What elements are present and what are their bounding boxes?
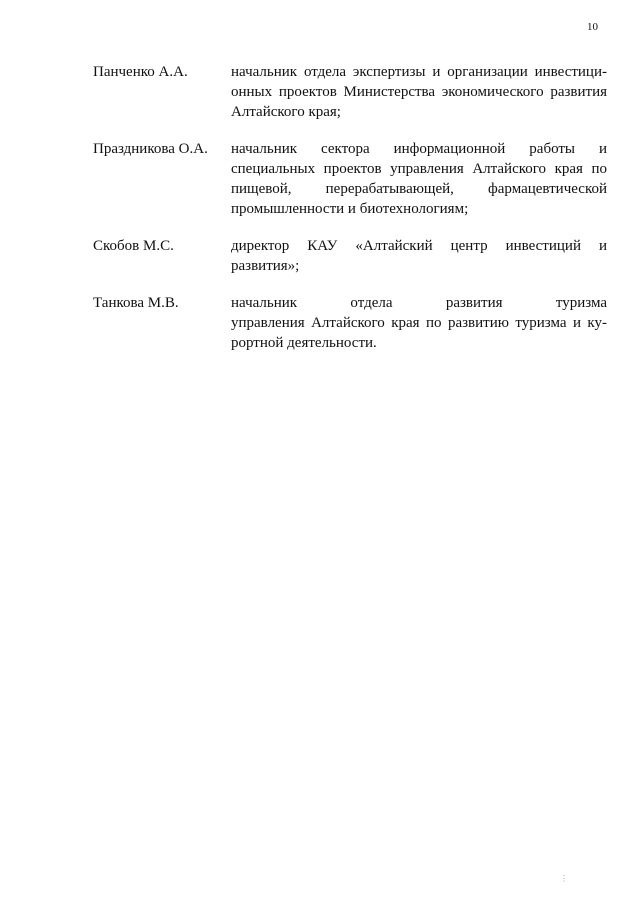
member-role bbox=[231, 293, 607, 353]
member-name: Танкова М.В. bbox=[93, 295, 179, 311]
member-role-line: директор КАУ «Алтайский центр инвестиций и bbox=[231, 238, 607, 254]
member-role-line: управления Алтайского края по развитию туризма и ку- bbox=[231, 315, 607, 331]
member-role-line: начальник сектора информационной работы и bbox=[231, 141, 607, 157]
member-role-line: Алтайского края; bbox=[231, 104, 341, 120]
member-role-line: онных проектов Министерства экономического развития bbox=[231, 84, 607, 100]
member-role-line: специальных проектов управления Алтайского края по bbox=[231, 161, 607, 177]
member-role-line: начальник отдела экспертизы и организации инвестици- bbox=[231, 64, 607, 80]
member-list bbox=[93, 62, 607, 370]
member-role-line: развития»; bbox=[231, 258, 300, 274]
member-role-line: рортной деятельности. bbox=[231, 335, 377, 351]
member-role bbox=[231, 236, 607, 276]
list-item bbox=[93, 293, 607, 353]
member-name: Праздникова О.А. bbox=[93, 141, 208, 157]
member-role-line: начальник отдела развития туризма bbox=[231, 295, 607, 311]
member-role-line: промышленности и биотехнологиям; bbox=[231, 201, 469, 217]
member-role bbox=[231, 139, 607, 219]
list-item bbox=[93, 236, 607, 276]
member-name: Панченко А.А. bbox=[93, 64, 188, 80]
member-role bbox=[231, 62, 607, 122]
page-number: 10 bbox=[587, 21, 598, 33]
list-item bbox=[93, 62, 607, 122]
list-item bbox=[93, 139, 607, 219]
corner-mark: ⋮ bbox=[560, 874, 568, 883]
member-role-line: пищевой, перерабатывающей, фармацевтической bbox=[231, 181, 607, 197]
member-name: Скобов М.С. bbox=[93, 238, 174, 254]
